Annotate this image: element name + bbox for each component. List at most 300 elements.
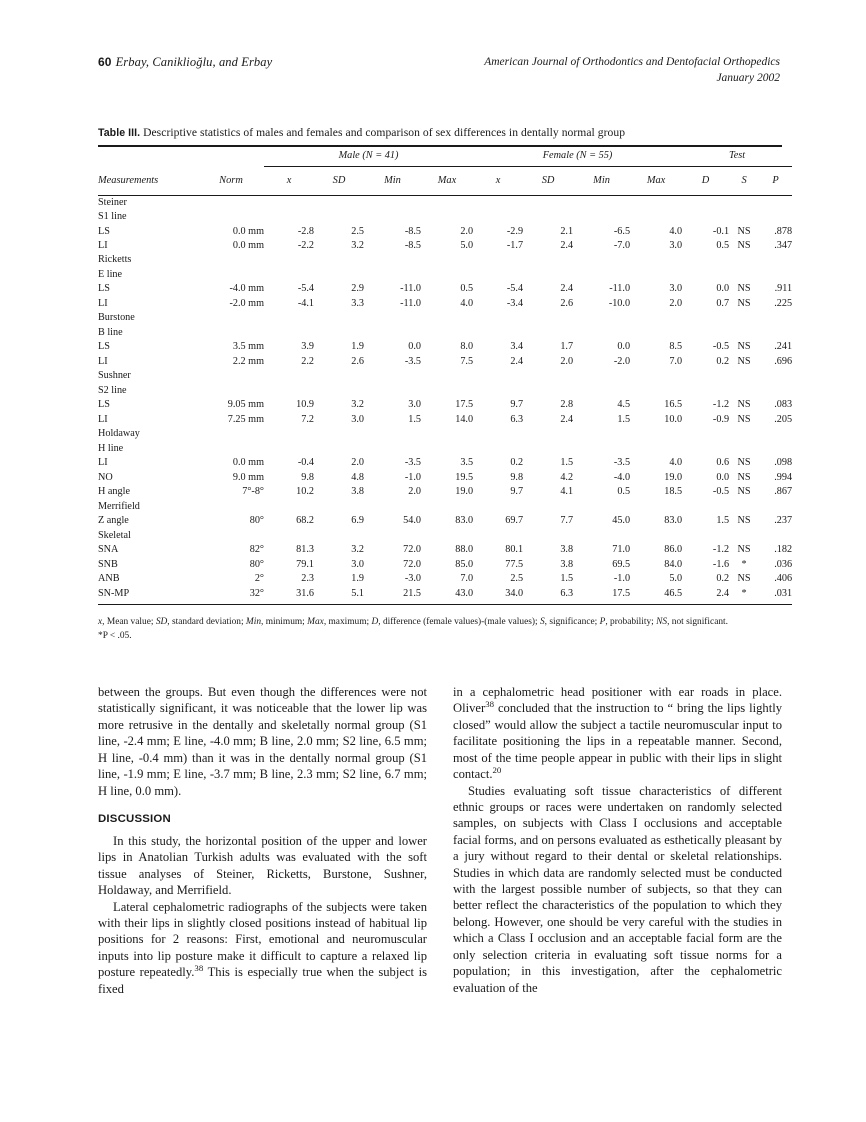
table-cell: 8.5 <box>669 341 683 353</box>
table-cell: -1.6 <box>712 558 730 570</box>
table-cell <box>630 253 682 267</box>
table-cell: 10.2 <box>296 486 314 498</box>
group-header-blank-1 <box>98 147 198 167</box>
table-cell: 1.5 <box>716 515 730 527</box>
table-cell: 43.0 <box>455 587 474 599</box>
table-cell: 7°-8° <box>242 486 264 498</box>
table-cell <box>573 326 630 340</box>
table-cell <box>729 210 759 224</box>
column-header-male-min: Min <box>384 174 401 186</box>
table-cell <box>729 311 759 325</box>
group-header-test: Test <box>682 147 792 167</box>
table-cell <box>198 384 264 398</box>
table-row <box>98 587 792 601</box>
row-measurement-label: S2 line <box>98 384 127 396</box>
table-cell <box>314 210 364 224</box>
table-cell: -1.0 <box>404 471 421 483</box>
table-cell <box>729 268 759 282</box>
table-cell: 2.2 mm <box>232 355 264 367</box>
table-row <box>98 253 792 267</box>
table-cell: * <box>741 558 747 570</box>
table-cell <box>630 384 682 398</box>
table-row <box>98 529 792 543</box>
table-cell: .237 <box>774 515 793 527</box>
table-cell <box>198 195 264 210</box>
table-cell: -3.5 <box>404 355 421 367</box>
table-cell <box>264 529 314 543</box>
table-cell <box>630 210 682 224</box>
table-cell <box>421 210 473 224</box>
table-cell: -3.5 <box>404 457 421 469</box>
table-foot <box>98 601 792 605</box>
table-cell <box>729 253 759 267</box>
table-cell <box>759 427 792 441</box>
table-cell: 0.6 <box>716 457 730 469</box>
table-cell <box>198 369 264 383</box>
table-cell: 6.3 <box>560 587 574 599</box>
table-cell <box>264 253 314 267</box>
table-cell: -0.1 <box>712 225 730 237</box>
table-cell: 3.2 <box>351 239 364 251</box>
footnote-significance: *P < .05. <box>98 631 132 642</box>
table-cell <box>729 384 759 398</box>
table-cell <box>682 195 729 210</box>
row-measurement-label: LS <box>98 399 110 411</box>
table-cell <box>421 442 473 456</box>
table-cell <box>421 500 473 514</box>
row-measurement-label: Z angle <box>98 515 129 527</box>
table-cell: 1.9 <box>351 573 364 585</box>
row-measurement-label: S1 line <box>98 211 127 223</box>
table-cell <box>523 369 573 383</box>
right-paragraph-1-text-a: in a cephalometric head positioner with ear roads in place. Oliver <box>453 685 782 716</box>
table-bottom-rule <box>98 601 792 605</box>
table-cell: 34.0 <box>505 587 524 599</box>
table-cell: 0.0 <box>716 283 730 295</box>
table-cell <box>523 210 573 224</box>
table-cell <box>759 500 792 514</box>
right-column <box>453 684 782 997</box>
table-cell: 2.4 <box>560 283 574 295</box>
table-cell <box>264 210 314 224</box>
page-number: 60 <box>98 55 112 69</box>
table-cell: -1.7 <box>506 239 524 251</box>
table-cell: 72.0 <box>403 558 421 570</box>
table-cell: 6.9 <box>351 515 364 527</box>
table-cell: 69.7 <box>505 515 524 527</box>
table-cell: 3.3 <box>351 297 364 309</box>
table-row <box>98 558 792 572</box>
table-cell: 0.5 <box>460 283 474 295</box>
table-cell <box>573 384 630 398</box>
discussion-paragraph-2-text-a: Lateral cephalometric radiographs of the subjects were taken with their lips in slightly closed positions instead of habitual lip positions for 2 reasons: First, emotional and neuromuscular inputs into lip posture make it difficult to capture a relaxed lip posture repeatedly. <box>98 899 427 980</box>
table-cell: 3.0 <box>669 283 683 295</box>
table-cell: .205 <box>774 413 793 425</box>
table-cell: NS <box>737 341 751 353</box>
table-row <box>98 572 792 586</box>
column-header-female-mean: x <box>495 174 501 186</box>
table-cell: 5.0 <box>669 573 683 585</box>
table-cell <box>314 500 364 514</box>
table-cell: 81.3 <box>296 544 314 556</box>
row-measurement-label: Merrifield <box>98 500 140 512</box>
table-row <box>98 543 792 557</box>
footnote-abbreviations: x, Mean value; SD, standard deviation; Min, minimum; Max, maximum; D, difference (female values)-(male values); S, significance; P, probability; NS, not significant. <box>98 617 728 627</box>
table-row <box>98 297 792 311</box>
table-caption <box>98 125 782 141</box>
table-cell: 7.0 <box>460 573 474 585</box>
table-cell: 77.5 <box>505 558 524 570</box>
row-measurement-label: SNB <box>98 558 118 570</box>
table-cell <box>473 311 523 325</box>
table-cell <box>729 195 759 210</box>
table-cell: -2.2 <box>297 239 314 251</box>
table-cell: 7.0 <box>669 355 683 367</box>
group-header-male: Male (N = 41) <box>264 147 473 167</box>
table-cell <box>759 442 792 456</box>
table-cell: -1.2 <box>712 399 730 411</box>
row-measurement-label: Ricketts <box>98 254 132 266</box>
table-cell: NS <box>737 283 751 295</box>
table-cell <box>523 311 573 325</box>
table-cell: 10.0 <box>664 413 683 425</box>
table-cell <box>729 529 759 543</box>
table-cell: 4.0 <box>669 457 683 469</box>
table-row <box>98 355 792 369</box>
table-row <box>98 340 792 354</box>
column-header-significance: S <box>741 174 747 186</box>
table-cell: 16.5 <box>664 399 683 411</box>
citation-ref-38-right: 38 <box>485 699 494 710</box>
table-row <box>98 471 792 485</box>
table-cell: 14.0 <box>455 413 474 425</box>
table-cell <box>523 384 573 398</box>
table-row <box>98 413 792 427</box>
table-cell: -1.2 <box>712 544 730 556</box>
table-cell: 45.0 <box>612 515 631 527</box>
table-cell <box>759 311 792 325</box>
table-body <box>98 195 792 601</box>
table-cell: 84.0 <box>664 558 683 570</box>
table-cell: 2.4 <box>716 587 730 599</box>
table-cell: 1.5 <box>408 413 421 425</box>
table-cell: 3.9 <box>301 341 314 353</box>
table-cell <box>198 326 264 340</box>
table-cell <box>759 195 792 210</box>
table-cell <box>630 326 682 340</box>
table-cell: 3.0 <box>669 239 683 251</box>
table-row <box>98 225 792 239</box>
table-row <box>98 239 792 253</box>
table-cell: 2° <box>254 573 264 585</box>
table-cell: 2.0 <box>351 457 364 469</box>
table-cell: 0.0 mm <box>232 457 264 469</box>
running-head-left <box>98 55 272 70</box>
table-footnotes <box>98 616 782 644</box>
table-cell: 18.5 <box>664 486 683 498</box>
table-cell: 2.5 <box>351 225 364 237</box>
table-cell: NS <box>737 573 751 585</box>
row-measurement-label: LI <box>98 239 108 251</box>
column-header-row <box>98 166 792 192</box>
table-cell: 5.1 <box>351 587 364 599</box>
column-header-probability: P <box>772 174 779 186</box>
table-cell: 1.9 <box>351 341 364 353</box>
table-cell <box>421 311 473 325</box>
table-cell <box>630 268 682 282</box>
table-cell <box>198 311 264 325</box>
table-cell: 2.6 <box>560 297 574 309</box>
table-cell <box>264 369 314 383</box>
table-cell: 0.7 <box>716 297 730 309</box>
table-cell <box>573 427 630 441</box>
table-cell <box>421 384 473 398</box>
row-measurement-label: NO <box>98 471 113 483</box>
row-measurement-label: LI <box>98 355 108 367</box>
table-cell: 3.2 <box>351 399 364 411</box>
table-cell: .994 <box>774 471 793 483</box>
table-cell: 31.6 <box>296 587 314 599</box>
table-cell <box>421 427 473 441</box>
group-header-row <box>98 147 792 167</box>
table-cell <box>473 253 523 267</box>
table-cell <box>198 268 264 282</box>
table-cell <box>264 384 314 398</box>
row-measurement-label: SN-MP <box>98 587 130 599</box>
table-cell: NS <box>737 471 751 483</box>
table-cell: 83.0 <box>664 515 683 527</box>
running-head-authors: Erbay, Caniklioğlu, and Erbay <box>115 55 273 69</box>
table-cell <box>364 500 421 514</box>
table-cell: 0.0 <box>716 471 730 483</box>
row-measurement-label: LI <box>98 457 108 469</box>
citation-ref-38: 38 <box>194 963 204 974</box>
table-cell <box>523 326 573 340</box>
table-block <box>98 125 793 605</box>
table-cell: .347 <box>774 239 793 251</box>
table-cell <box>523 529 573 543</box>
table-cell <box>314 326 364 340</box>
table-cell: NS <box>737 486 751 498</box>
row-measurement-label: LS <box>98 225 110 237</box>
table-cell: 19.0 <box>455 486 474 498</box>
row-measurement-label: H angle <box>98 486 130 498</box>
table-cell <box>421 253 473 267</box>
table-cell <box>421 195 473 210</box>
table-cell <box>573 210 630 224</box>
table-cell <box>264 195 314 210</box>
table-cell <box>523 195 573 210</box>
table-cell <box>473 195 523 210</box>
table-cell: 3.8 <box>351 486 364 498</box>
table-cell <box>364 326 421 340</box>
table-cell: NS <box>737 297 751 309</box>
table-cell <box>198 529 264 543</box>
table-cell: 54.0 <box>403 515 421 527</box>
table-cell <box>198 500 264 514</box>
table-cell: 4.8 <box>351 471 364 483</box>
table-cell <box>364 427 421 441</box>
table-cell: -2.0 mm <box>229 297 264 309</box>
table-cell <box>314 442 364 456</box>
table-cell <box>729 442 759 456</box>
table-cell: 0.0 <box>408 341 421 353</box>
table-cell <box>630 311 682 325</box>
table-cell <box>729 500 759 514</box>
table-cell <box>314 253 364 267</box>
table-cell: .031 <box>774 587 793 599</box>
table-cell <box>682 529 729 543</box>
table-cell: 1.7 <box>560 341 574 353</box>
table-cell <box>473 427 523 441</box>
table-cell: 2.4 <box>560 239 574 251</box>
table-cell: 8.0 <box>460 341 474 353</box>
table-cell <box>364 210 421 224</box>
table-cell: -1.0 <box>613 573 631 585</box>
table-cell <box>364 311 421 325</box>
table-cell <box>630 442 682 456</box>
table-cell: 2.8 <box>560 399 574 411</box>
table-cell: 19.5 <box>455 471 474 483</box>
table-cell <box>630 500 682 514</box>
table-cell: 1.5 <box>560 573 574 585</box>
table-cell <box>682 253 729 267</box>
table-row <box>98 456 792 470</box>
table-cell: -4.1 <box>297 297 314 309</box>
table-cell: 4.1 <box>560 486 574 498</box>
table-cell: 19.0 <box>664 471 683 483</box>
table-cell: 2.2 <box>301 355 314 367</box>
table-cell: .225 <box>774 297 793 309</box>
table-cell: 9.8 <box>510 471 524 483</box>
column-header-female-min: Min <box>593 174 610 186</box>
table-cell <box>573 311 630 325</box>
table-cell <box>573 442 630 456</box>
descriptive-statistics-table <box>98 147 792 605</box>
table-cell: 0.2 <box>716 355 730 367</box>
table-cell: 80° <box>249 558 264 570</box>
table-cell: 4.5 <box>617 399 631 411</box>
table-cell <box>759 210 792 224</box>
right-paragraph-1 <box>453 684 782 783</box>
table-cell <box>630 427 682 441</box>
table-cell: -5.4 <box>297 283 314 295</box>
table-cell <box>314 384 364 398</box>
table-cell <box>364 529 421 543</box>
table-cell: NS <box>737 399 751 411</box>
table-cell: 69.5 <box>612 558 631 570</box>
table-cell: 0.0 mm <box>232 225 264 237</box>
table-cell <box>573 369 630 383</box>
table-cell: 9.7 <box>510 399 524 411</box>
journal-title: American Journal of Orthodontics and Dentofacial Orthopedics <box>484 56 780 68</box>
table-cell: -0.9 <box>712 413 730 425</box>
table-cell: 0.2 <box>716 573 730 585</box>
running-head-right <box>484 55 780 86</box>
table-cell: 5.0 <box>460 239 474 251</box>
table-cell: 82° <box>249 544 264 556</box>
row-measurement-label: Burstone <box>98 312 135 324</box>
table-cell <box>198 253 264 267</box>
table-cell: 3.0 <box>408 399 421 411</box>
group-header-blank-2 <box>198 147 264 167</box>
table-cell: 46.5 <box>664 587 683 599</box>
table-cell <box>364 369 421 383</box>
table-cell <box>198 210 264 224</box>
right-paragraph-1-text-b: concluded that the instruction to “ bring the lips lightly closed” would allow the subject a tactile neuromuscular input to facilitate positioning the lips in a repeatable manner. Second, most of the time people appear in public with their lips in slight contact. <box>453 701 782 782</box>
table-cell: 68.2 <box>296 515 314 527</box>
table-cell <box>364 268 421 282</box>
table-row <box>98 311 792 325</box>
table-cell: 0.0 mm <box>232 239 264 251</box>
table-cell: 3.8 <box>560 558 574 570</box>
row-measurement-label: LS <box>98 283 110 295</box>
table-cell <box>523 500 573 514</box>
table-cell <box>523 427 573 441</box>
table-cell: 0.5 <box>617 486 631 498</box>
table-cell: -2.8 <box>297 225 314 237</box>
discussion-paragraph-2 <box>98 899 427 998</box>
table-cell <box>364 442 421 456</box>
table-cell: 0.0 <box>617 341 631 353</box>
table-cell <box>573 268 630 282</box>
table-row <box>98 384 792 398</box>
table-cell: .098 <box>774 457 793 469</box>
table-cell: -3.5 <box>613 457 631 469</box>
table-cell <box>421 529 473 543</box>
table-row <box>98 195 792 210</box>
row-measurement-label: H line <box>98 442 124 454</box>
table-cell: 3.5 <box>460 457 474 469</box>
table-cell: 2.0 <box>460 225 474 237</box>
table-cell: 4.0 <box>460 297 474 309</box>
table-cell: 6.3 <box>510 413 524 425</box>
table-head <box>98 147 792 195</box>
table-cell: NS <box>737 413 751 425</box>
table-cell <box>759 253 792 267</box>
table-cell <box>264 311 314 325</box>
table-cell: 2.9 <box>351 283 364 295</box>
table-cell: NS <box>737 544 751 556</box>
table-row <box>98 369 792 383</box>
table-cell: 2.1 <box>560 225 574 237</box>
table-cell <box>364 253 421 267</box>
table-row <box>98 514 792 528</box>
discussion-paragraph-1: In this study, the horizontal position of the upper and lower lips in Anatolian Turkish adults was evaluated with the soft tissue analyses of Steiner, Ricketts, Burstone, Sushner, Holdaway, and Merrifield. <box>98 833 427 898</box>
table-cell: -7.0 <box>613 239 631 251</box>
table-cell: 10.9 <box>296 399 314 411</box>
table-cell: -10.0 <box>608 297 631 309</box>
table-cell: 7.2 <box>301 413 314 425</box>
table-cell: 2.3 <box>301 573 314 585</box>
table-cell: 83.0 <box>455 515 474 527</box>
table-cell <box>473 500 523 514</box>
column-header-measurements: Measurements <box>98 174 159 186</box>
table-cell: -5.4 <box>506 283 524 295</box>
table-cell: NS <box>737 225 751 237</box>
table-cell: 32° <box>249 587 264 599</box>
column-header-male-max: Max <box>437 174 457 186</box>
table-cell: 17.5 <box>612 587 631 599</box>
group-header-female: Female (N = 55) <box>473 147 682 167</box>
table-cell: 9.05 mm <box>227 399 264 411</box>
table-cell: -11.0 <box>609 283 631 295</box>
table-cell <box>630 195 682 210</box>
table-cell <box>573 195 630 210</box>
table-cell: 1.5 <box>617 413 631 425</box>
row-measurement-label: ANB <box>98 573 120 585</box>
running-head <box>98 55 780 86</box>
